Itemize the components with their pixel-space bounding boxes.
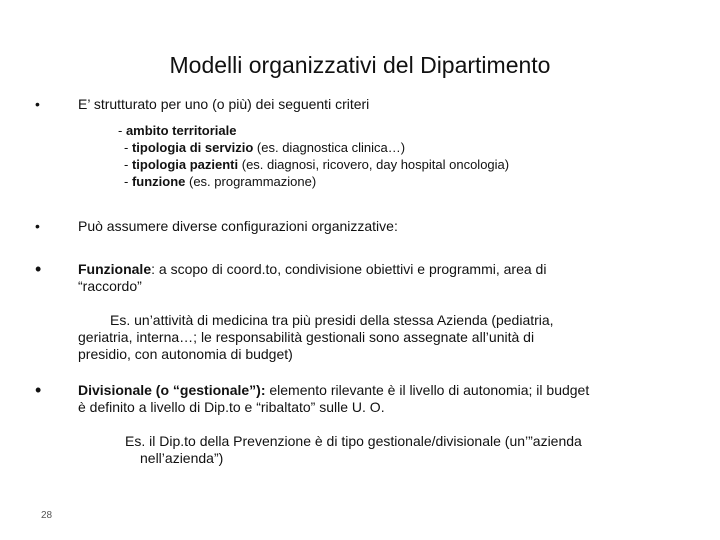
item2-text: Può assumere diverse configurazioni organizzative: xyxy=(78,218,398,234)
bullet-icon: • xyxy=(35,380,42,400)
criterion-prefix: - xyxy=(124,174,132,189)
criterion-servizio xyxy=(124,140,405,155)
item4-heading: Divisionale (o “gestionale”): xyxy=(78,382,266,398)
item4-description: elemento rilevante è il livello di autonomia; il budget xyxy=(265,382,590,398)
criterion-prefix: - xyxy=(118,123,126,138)
item3-line1 xyxy=(78,262,546,277)
item4-line1 xyxy=(78,383,589,398)
criterion-detail: (es. diagnosi, ricovero, day hospital oncologia) xyxy=(238,157,510,172)
item3-description: : a scopo di coord.to, condivisione obiettivi e programmi, area di xyxy=(151,261,547,277)
item3-line2: “raccordo” xyxy=(78,278,142,294)
criterion-label: tipologia pazienti xyxy=(131,157,239,172)
criterion-label: funzione xyxy=(131,174,186,189)
item3-example-line: Es. un’attività di medicina tra più presidi della stessa Azienda (pediatria, xyxy=(110,312,554,328)
criterion-pazienti xyxy=(124,157,509,172)
slide-title: Modelli organizzativi del Dipartimento xyxy=(169,52,551,78)
item4-line2: è definito a livello di Dip.to e “ribaltato” sulle U. O. xyxy=(78,399,385,415)
criterion-label: tipologia di servizio xyxy=(131,140,254,155)
criterion-label: ambito territoriale xyxy=(125,123,237,138)
item3-heading: Funzionale xyxy=(78,261,152,277)
item4-example-line: Es. il Dip.to della Prevenzione è di tipo gestionale/divisionale (un’”azienda xyxy=(125,433,582,449)
criterion-funzione xyxy=(124,174,316,189)
criterion-detail: (es. programmazione) xyxy=(185,174,317,189)
page-number: 28 xyxy=(41,510,53,521)
criterion-detail: (es. diagnostica clinica…) xyxy=(253,140,406,155)
criterion-prefix: - xyxy=(124,140,132,155)
criterion-territoriale xyxy=(118,123,236,138)
bullet-icon: • xyxy=(35,96,40,112)
item4-example-line: nell’azienda”) xyxy=(140,450,224,466)
item3-example-line: geriatria, interna…; le responsabilità gestionali sono assegnate all’unità di xyxy=(78,329,535,345)
item3-example-line: presidio, con autonomia di budget) xyxy=(78,346,293,362)
criterion-prefix: - xyxy=(124,157,132,172)
item1-text: E’ strutturato per uno (o più) dei seguenti criteri xyxy=(78,96,370,112)
bullet-icon: • xyxy=(35,218,40,234)
bullet-icon: • xyxy=(35,259,42,279)
